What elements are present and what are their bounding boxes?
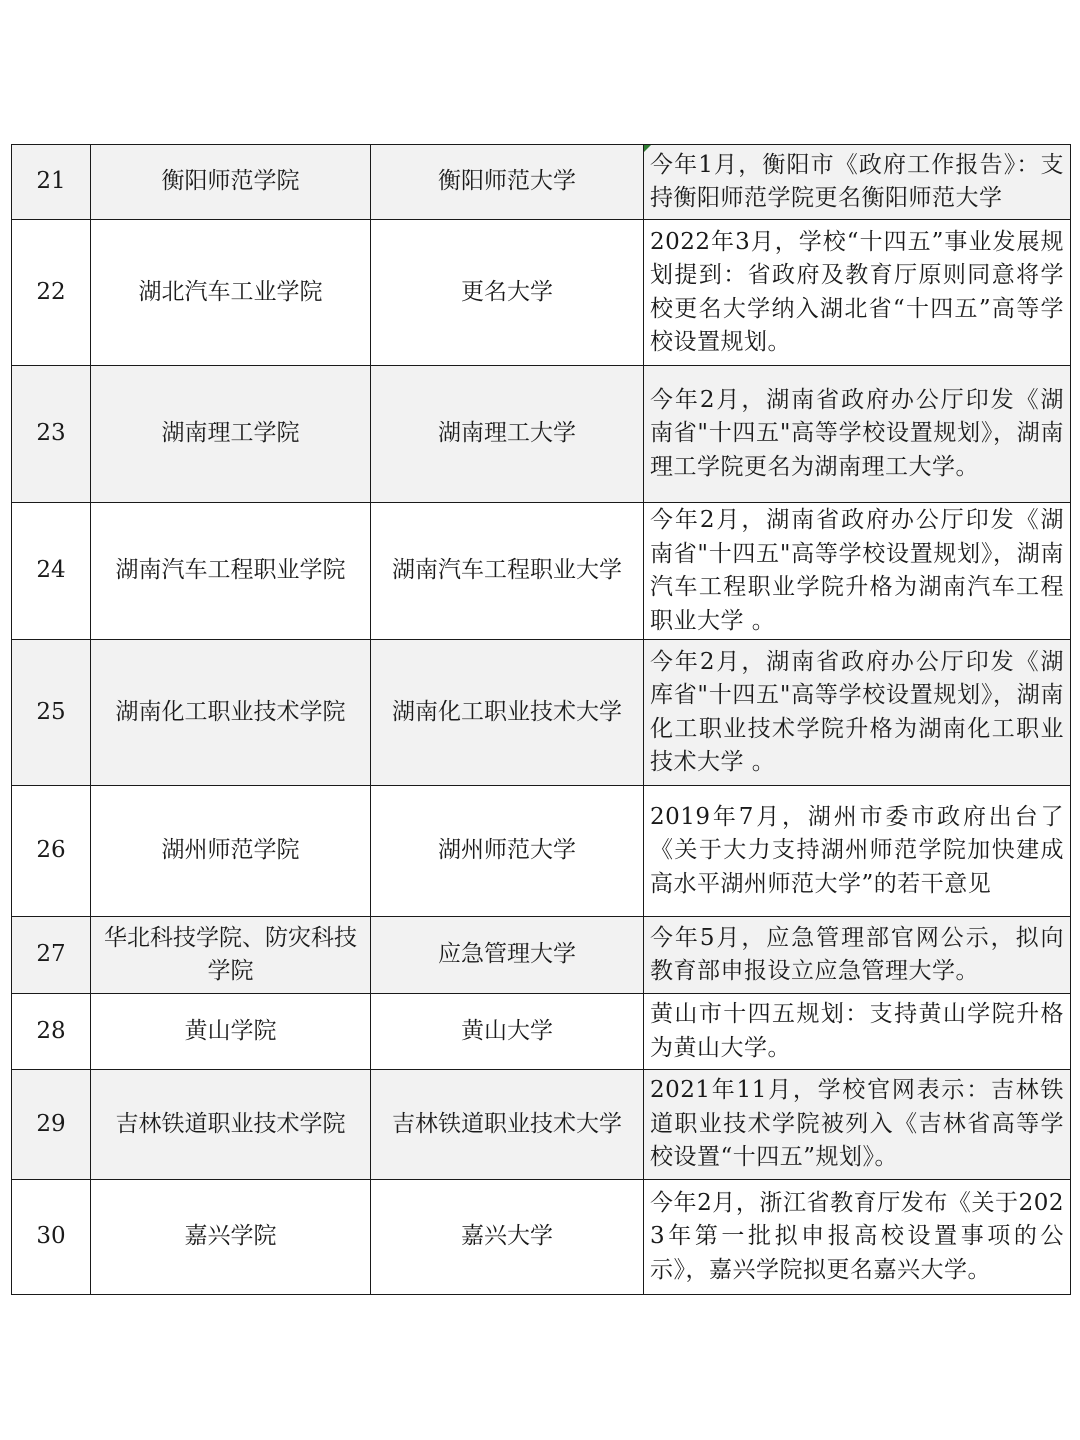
current-school-name: 湖南理工学院 [91,366,371,503]
row-number: 29 [12,1070,91,1180]
target-university-name: 湖南汽车工程职业大学 [371,503,644,640]
table-row [12,917,1071,994]
target-university-name: 衡阳师范大学 [371,145,644,220]
progress-note: 今年2月，湖南省政府办公厅印发《湖库省"十四五"高等学校设置规划》，湖南化工职业技术学院升格为湖南化工职业技术大学 。 [644,640,1071,786]
table-row [12,1180,1071,1295]
current-school-name: 湖南化工职业技术学院 [91,640,371,786]
table-row [12,503,1071,640]
row-number: 23 [12,366,91,503]
university-renaming-table [11,144,1071,1295]
current-school-name: 嘉兴学院 [91,1180,371,1295]
table-row [12,366,1071,503]
row-number: 24 [12,503,91,640]
target-university-name: 黄山大学 [371,994,644,1070]
progress-note: 2022年3月，学校“十四五”事业发展规划提到：省政府及教育厅原则同意将学校更名大学纳入湖北省“十四五”高等学校设置规划。 [644,220,1071,366]
progress-note: 今年2月，浙江省教育厅发布《关于2023年第一批拟申报高校设置事项的公示》，嘉兴学院拟更名嘉兴大学。 [644,1180,1071,1295]
table-row [12,220,1071,366]
row-number: 25 [12,640,91,786]
current-school-name: 湖北汽车工业学院 [91,220,371,366]
progress-note: 2019年7月，湖州市委市政府出台了《关于大力支持湖州师范学院加快建成高水平湖州师范大学”的若干意见 [644,786,1071,917]
row-number: 26 [12,786,91,917]
target-university-name: 吉林铁道职业技术大学 [371,1070,644,1180]
row-number: 30 [12,1180,91,1295]
progress-note [644,145,1071,220]
row-number: 21 [12,145,91,220]
current-school-name: 湖州师范学院 [91,786,371,917]
progress-note: 2021年11月，学校官网表示：吉林铁道职业技术学院被列入《吉林省高等学校设置“十四五”规划》。 [644,1070,1071,1180]
current-school-name: 湖南汽车工程职业学院 [91,503,371,640]
current-school-name: 衡阳师范学院 [91,145,371,220]
target-university-name: 应急管理大学 [371,917,644,994]
target-university-name: 更名大学 [371,220,644,366]
target-university-name: 湖州师范大学 [371,786,644,917]
current-school-name: 华北科技学院、防灾科技学院 [91,917,371,994]
table-row [12,640,1071,786]
progress-note: 今年2月，湖南省政府办公厅印发《湖南省"十四五"高等学校设置规划》，湖南汽车工程职业学院升格为湖南汽车工程职业大学 。 [644,503,1071,640]
target-university-name: 湖南化工职业技术大学 [371,640,644,786]
progress-note: 今年5月，应急管理部官网公示，拟向教育部申报设立应急管理大学。 [644,917,1071,994]
current-school-name: 吉林铁道职业技术学院 [91,1070,371,1180]
progress-note: 黄山市十四五规划：支持黄山学院升格为黄山大学。 [644,994,1071,1070]
table-row [12,145,1071,220]
row-number: 27 [12,917,91,994]
row-number: 28 [12,994,91,1070]
row-number: 22 [12,220,91,366]
progress-note: 今年2月，湖南省政府办公厅印发《湖南省"十四五"高等学校设置规划》，湖南理工学院更名为湖南理工大学。 [644,366,1071,503]
target-university-name: 湖南理工大学 [371,366,644,503]
cell-marker-icon [644,145,651,152]
table-row [12,786,1071,917]
table-row [12,1070,1071,1180]
current-school-name: 黄山学院 [91,994,371,1070]
progress-note-text: 今年1月，衡阳市《政府工作报告》：支持衡阳师范学院更名衡阳师范大学 [650,151,1064,211]
university-renaming-table-wrap [11,144,1070,1295]
table-row [12,994,1071,1070]
target-university-name: 嘉兴大学 [371,1180,644,1295]
